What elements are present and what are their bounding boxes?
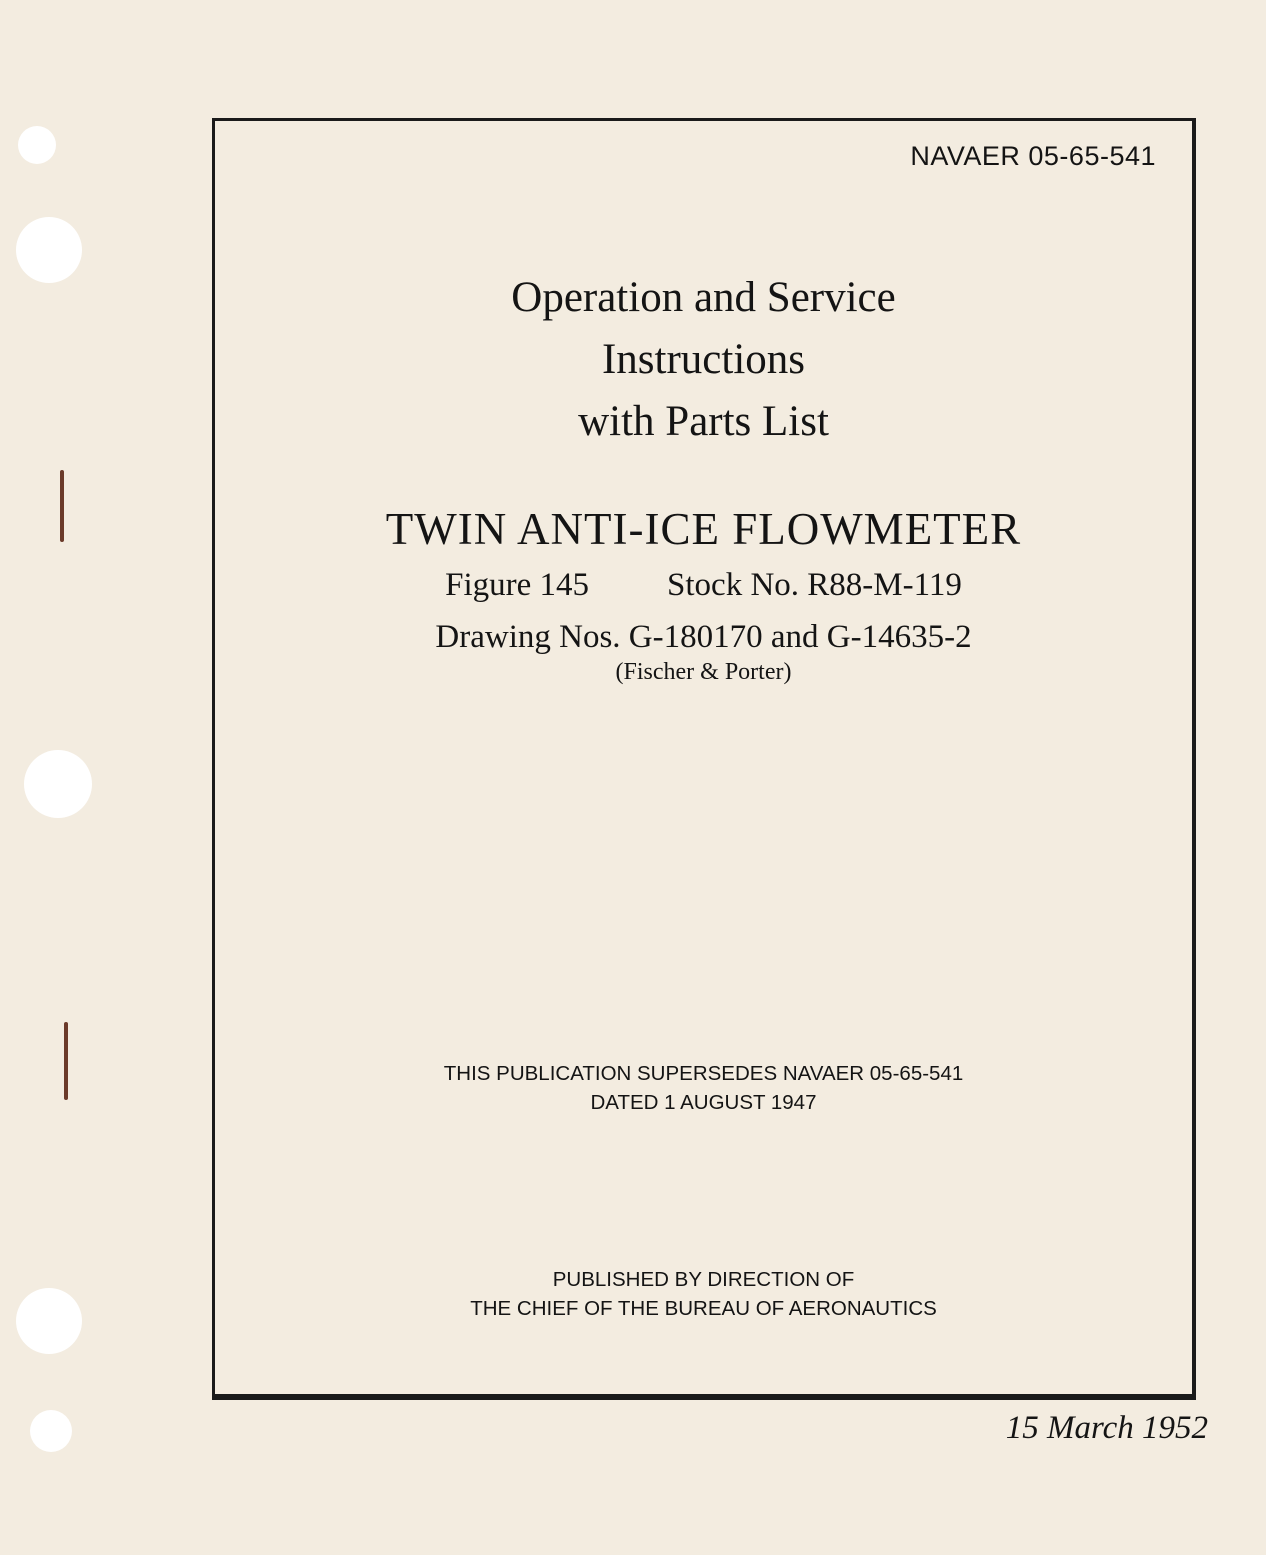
title-line-2: Instructions [601, 336, 806, 383]
punch-hole [24, 750, 92, 818]
punch-hole [16, 217, 82, 283]
publisher-line-2: THE CHIEF OF THE BUREAU OF AERONAUTICS [470, 1297, 937, 1320]
binding-mark [60, 470, 64, 542]
punch-hole [16, 1288, 82, 1354]
stock-number: Stock No. R88-M-119 [667, 567, 962, 603]
punch-hole [18, 126, 56, 164]
equipment-name: TWIN ANTI-ICE FLOWMETER [385, 504, 1022, 554]
supersedes-line-2: DATED 1 AUGUST 1947 [590, 1091, 817, 1114]
figure-stock-line [215, 567, 1192, 604]
drawing-numbers: Drawing Nos. G-180170 and G-14635-2 [435, 619, 972, 655]
publication-date: 15 March 1952 [1005, 1410, 1208, 1446]
content-frame [212, 118, 1196, 1400]
publisher-line-1: PUBLISHED BY DIRECTION OF [552, 1268, 855, 1291]
title-line-3: with Parts List [578, 398, 829, 445]
punch-hole [30, 1410, 72, 1452]
document-number: NAVAER 05-65-541 [910, 141, 1156, 171]
manufacturer: (Fischer & Porter) [615, 659, 792, 685]
supersedes-line-1: THIS PUBLICATION SUPERSEDES NAVAER 05-65-541 [443, 1062, 964, 1085]
title-line-1: Operation and Service [511, 274, 896, 321]
binding-mark [64, 1022, 68, 1100]
figure-number: Figure 145 [445, 567, 590, 603]
